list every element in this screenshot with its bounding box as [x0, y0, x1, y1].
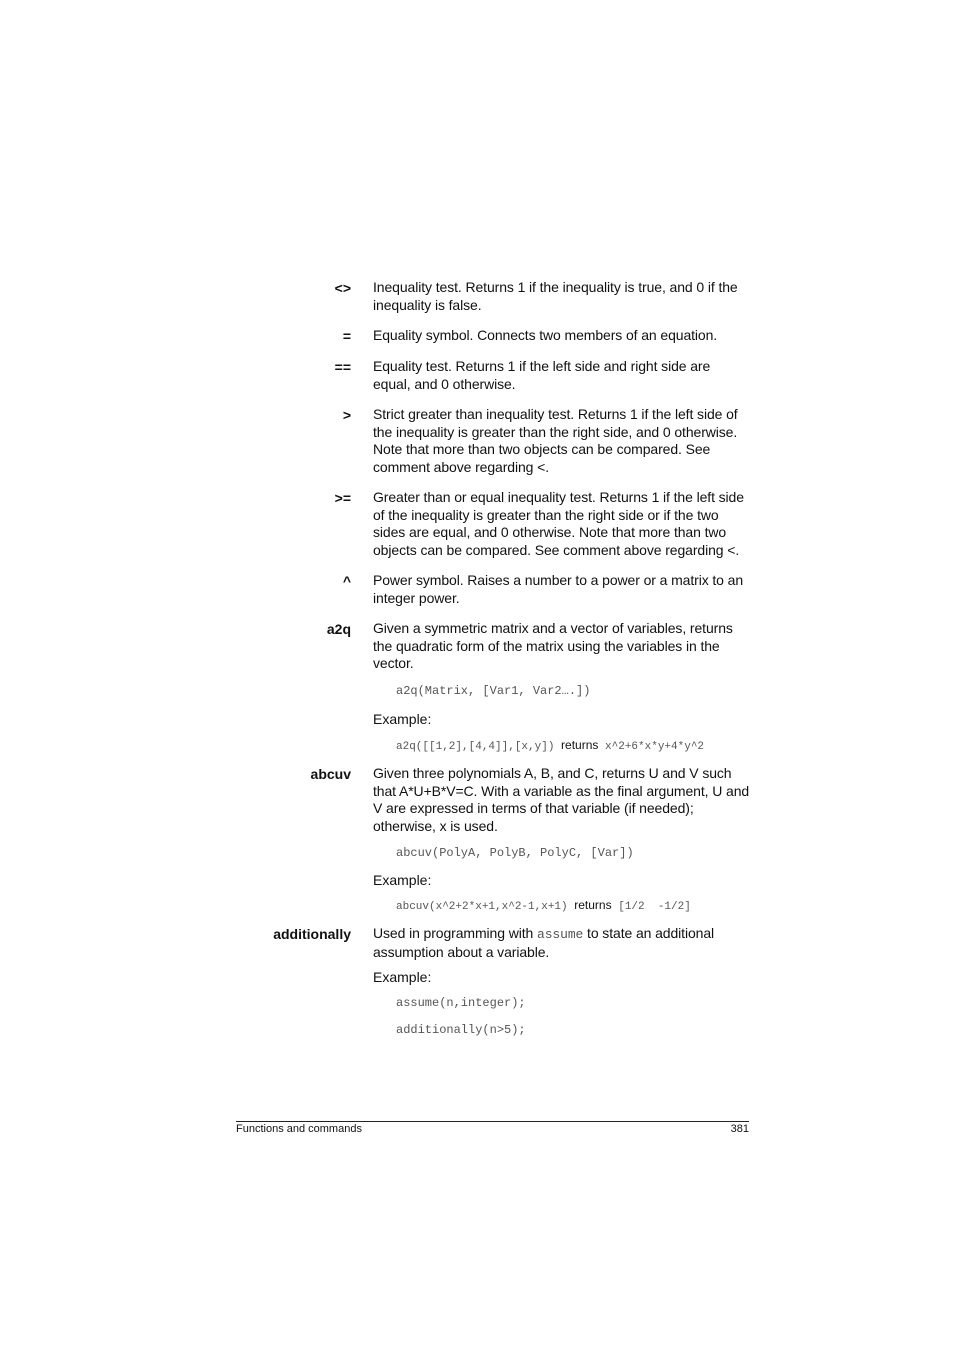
- example-label: Example:: [373, 969, 432, 985]
- example-label: Example:: [373, 872, 432, 888]
- entry-description: Given a symmetric matrix and a vector of variables, returns the quadratic form of the matrix using the variables in the vector.: [373, 620, 733, 672]
- entry-description: Greater than or equal inequality test. Returns 1 if the left side of the inequality is greater than the right side or if the two sides are equal, and 0 otherwise. Note that more than two objects can be compared. See comment above regarding <.: [373, 489, 744, 559]
- example-label: Example:: [373, 711, 432, 727]
- description-before: Used in programming with: [373, 925, 534, 941]
- page-number: 381: [730, 1123, 749, 1135]
- example-result: [1/2 -1/2]: [618, 901, 691, 913]
- entry-description: Strict greater than inequality test. Returns 1 if the left side of the inequality is greater than the right side, and 0 otherwise. Note that more than two objects can be compared. See comment above regarding <.: [373, 406, 738, 476]
- entry-description: Inequality test. Returns 1 if the inequality is true, and 0 if the inequality is false.: [373, 279, 738, 313]
- code-line-1: assume(n,integer);: [396, 996, 526, 1010]
- entry-term: =: [342, 328, 351, 344]
- entry-term: abcuv: [310, 766, 351, 782]
- entry-term: >=: [334, 490, 351, 506]
- entry-description: [373, 925, 751, 961]
- syntax-line: a2q(Matrix, [Var1, Var2….]): [396, 684, 591, 698]
- example-code: abcuv(x^2+2*x+1,x^2-1,x+1): [396, 901, 568, 913]
- footer-section-title: Functions and commands: [236, 1123, 362, 1135]
- example-code: a2q([[1,2],[4,4]],[x,y]): [396, 741, 555, 753]
- entry-description: Given three polynomials A, B, and C, returns U and V such that A*U+B*V=C. With a variable as the final argument, U and V are expressed in terms of that variable (if needed); otherwise, x is used.: [373, 765, 750, 835]
- example-line: [396, 897, 691, 915]
- inline-code-assume: assume: [537, 927, 584, 942]
- entry-description: Equality symbol. Connects two members of an equation.: [373, 327, 718, 343]
- entry-term: a2q: [326, 621, 351, 637]
- example-line: [396, 737, 704, 755]
- entry-term: ^: [342, 573, 351, 589]
- syntax-line: abcuv(PolyA, PolyB, PolyC, [Var]): [396, 846, 634, 860]
- example-result: x^2+6*x*y+4*y^2: [605, 741, 705, 753]
- entry-term: ==: [334, 359, 351, 375]
- entry-term: <>: [334, 280, 351, 296]
- code-line-2: additionally(n>5);: [396, 1023, 526, 1037]
- entry-description: Equality test. Returns 1 if the left side and right side are equal, and 0 otherwise.: [373, 358, 711, 392]
- returns-word: returns: [561, 738, 599, 752]
- entry-term: additionally: [273, 926, 351, 942]
- entry-description: Power symbol. Raises a number to a power or a matrix to an integer power.: [373, 572, 744, 606]
- returns-word: returns: [574, 898, 612, 912]
- entry-term: >: [342, 407, 351, 423]
- description-after: to state an additional assumption about a variable.: [373, 925, 715, 960]
- footer-rule: [236, 1121, 749, 1122]
